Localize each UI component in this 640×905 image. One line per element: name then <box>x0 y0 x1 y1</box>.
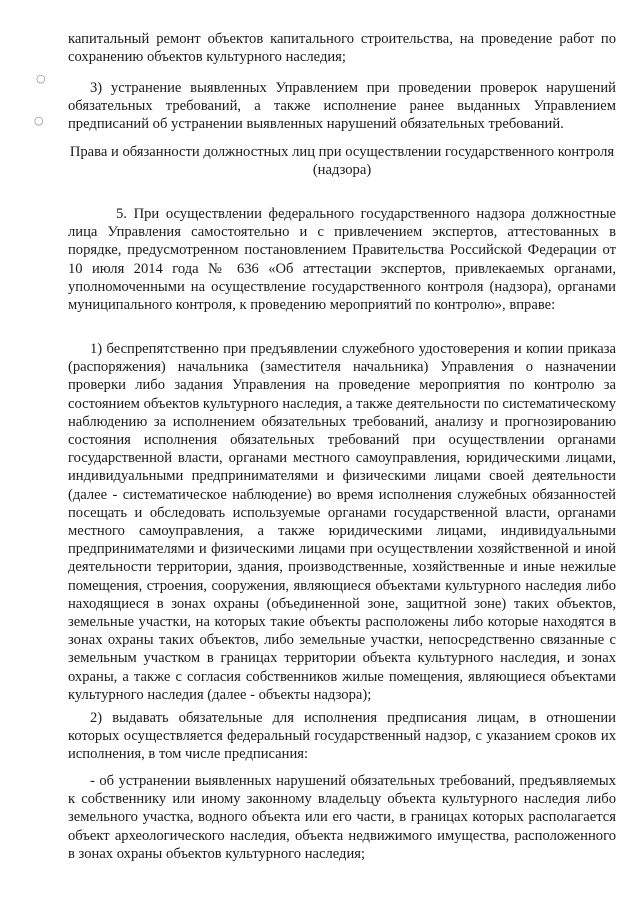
margin-mark: ○ <box>34 114 44 127</box>
section-heading: Права и обязанности должностных лиц при осуществлении государственного контроля (надзора) <box>69 144 615 179</box>
paragraph-3: 3) устранение выявленных Управлением при проведении проверок нарушений обязательных требований, а также исполнение ранее выданных Управлением предписаний об устранении выявленных нарушений обязательных требований. <box>68 80 616 133</box>
paragraph-5-1: 1) беспрепятственно при предъявлении служебного удостоверения и копии приказа (распоряжения) начальника (заместителя начальника) Управления о назначении проверки либо задания Управления на проведение мероприятия по контролю за состоянием объектов культурного наследия, а также деятельности по систематическому наблюдению за исполнением обязательных требований, анализу и прогнозированию состояния исполнения обязательных требований при осуществлении органами государственной власти, органами местного самоуправления, юридическими лицами, индивидуальными предпринимателями и физическими лицами своей деятельности (далее - систематическое наблюдение) во время исполнения служебных обязанностей посещать и обследовать используемые органами государственной власти, органами местного самоуправления, а также юридическими лицами, индивидуальными предпринимателями и физическими лицами при осуществлении хозяйственной и иной деятельности территории, здания, производственные, хозяйственные и иные нежилые помещения, строения, сооружения, являющиеся объектами культурного наследия либо находящиеся в зонах охраны (объединенной зоне, защитной зоне) таких объектов, земельные участки, на которых такие объекты расположены либо которые находятся в зонах охраны таких объектов, либо земельные участки, непосредственно связанные с земельным участком в границах территории объекта культурного наследия, и зонах охраны, а также с согласия собственников жилые помещения, являющиеся объектами культурного наследия (далее - объекты надзора); <box>68 341 616 703</box>
margin-mark: ○ <box>36 72 46 85</box>
paragraph-5-2: 2) выдавать обязательные для исполнения предписания лицам, в отношении которых осуществляется федеральный государственный надзор, с указанием сроков их исполнения, в том числе предписания: <box>68 710 616 763</box>
paragraph-5-2-a: - об устранении выявленных нарушений обязательных требований, предъявляемых к собственнику или иному законному владельцу объекта культурного наследия либо земельного участка, водного объекта или его части, в границах которых располагается объект археологического наследия, объекта недвижимого имущества, расположенного в зонах охраны объектов культурного наследия; <box>68 773 616 862</box>
paragraph-5: 5. При осуществлении федерального государственного надзора должностные лица Управления самостоятельно и с привлечением экспертов, аттестованных в порядке, предусмотренном постановлением Правительства Российской Федерации от 10 июля 2014 года № 636 «Об аттестации экспертов, привлекаемых органами, уполномоченными на осуществление государственного контроля (надзора), органами муниципального контроля, к проведению мероприятий по контролю», вправе: <box>68 206 616 314</box>
paragraph-intro: капитальный ремонт объектов капитального строительства, на проведение работ по сохранению объектов культурного наследия; <box>68 31 616 66</box>
